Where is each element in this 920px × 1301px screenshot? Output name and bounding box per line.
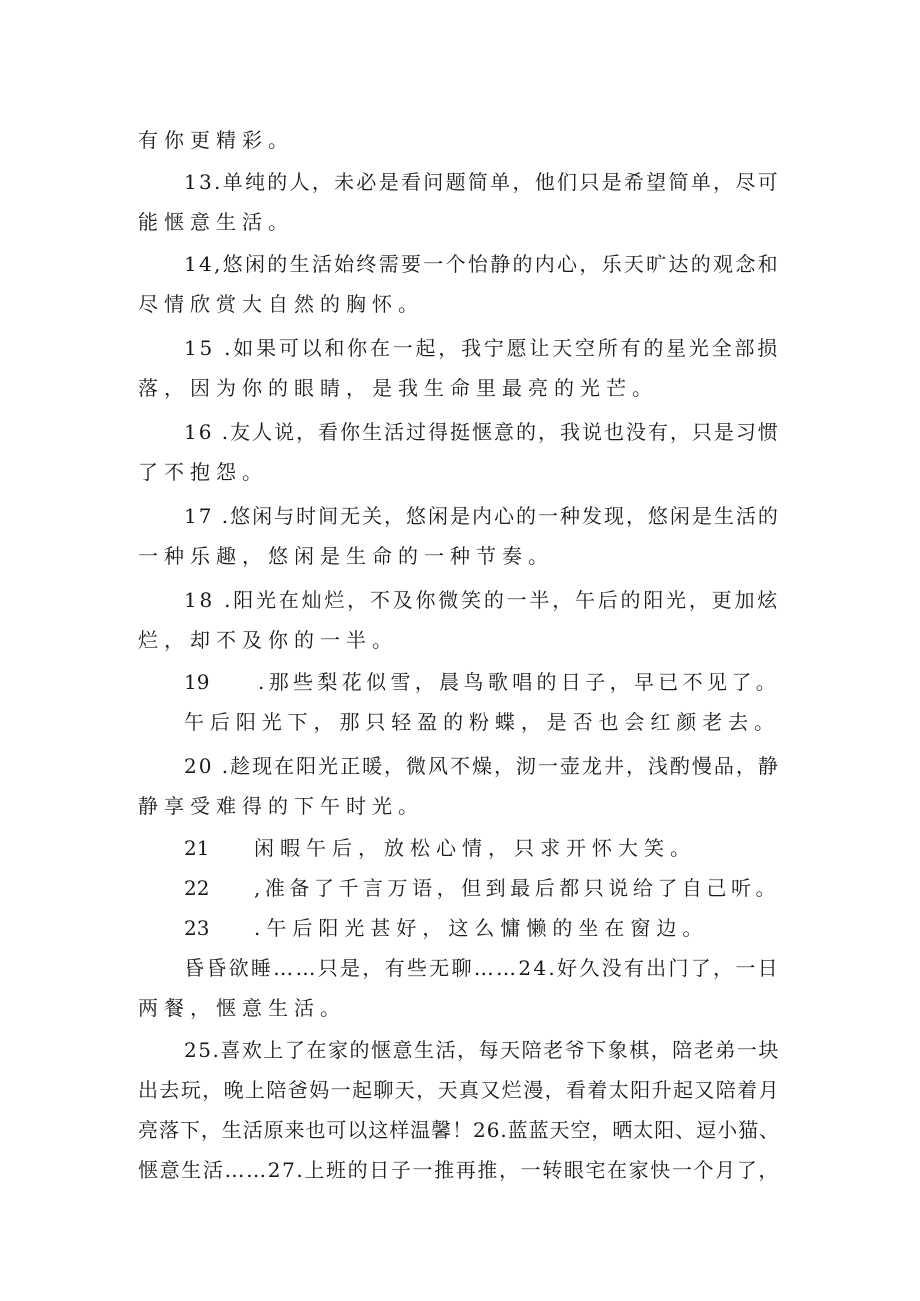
line-text: 一种乐趣，悠闲是生命的一种节奏。 (138, 544, 554, 568)
item-number: 21 (184, 836, 210, 860)
text-line (0, 458, 920, 486)
text-line (0, 418, 920, 446)
text-line (0, 374, 920, 402)
text-line (0, 792, 920, 820)
text-line (0, 586, 920, 614)
line-text: 20 .趁现在阳光正暖，微风不燥，沏一壶龙井，浅酌慢品，静 (184, 754, 780, 778)
line-text: 落，因为你的眼睛，是我生命里最亮的光芒。 (138, 376, 658, 400)
line-text: .午后阳光甚好，这么慵懒的坐在窗边。 (254, 916, 709, 940)
text-line (0, 708, 920, 736)
line-text: 惬意生活……27.上班的日子一推再推，一转眼宅在家快一个月了， (138, 1158, 781, 1182)
text-line (0, 126, 920, 154)
text-line (0, 502, 920, 530)
line-text: 了不抱怨。 (138, 460, 268, 484)
line-text: 昏昏欲睡……只是，有些无聊……24.好久没有出门了，一日 (184, 956, 780, 980)
line-text: 15 .如果可以和你在一起，我宁愿让天空所有的星光全部损 (184, 336, 781, 360)
text-line (0, 954, 920, 982)
text-line (0, 542, 920, 570)
text-line (0, 334, 920, 362)
line-text: 18 .阳光在灿烂，不及你微笑的一半，午后的阳光，更加炫 (184, 588, 781, 612)
text-line (0, 1156, 920, 1184)
line-text: 13.单纯的人，未必是看问题简单，他们只是希望简单，尽可 (184, 170, 780, 194)
text-line (0, 752, 920, 780)
text-line (0, 208, 920, 236)
line-text: 午后阳光下，那只轻盈的粉蝶，是否也会红颜老去。 (184, 710, 780, 734)
text-line (0, 1036, 920, 1064)
text-line (0, 1116, 920, 1144)
line-text: 烂，却不及你的一半。 (138, 628, 398, 652)
line-text: 17 .悠闲与时间无关，悠闲是内心的一种发现，悠闲是生活的 (184, 504, 780, 528)
item-number: 23 (184, 916, 210, 940)
text-line (0, 914, 920, 942)
line-text: 25.喜欢上了在家的惬意生活，每天陪老爷下象棋，陪老弟一块 (184, 1038, 780, 1062)
line-text: 14,悠闲的生活始终需要一个怡静的内心，乐天旷达的观念和 (184, 252, 780, 276)
line-text: 出去玩，晚上陪爸妈一起聊天，天真又烂漫，看着太阳升起又陪着月 (138, 1078, 780, 1102)
line-text: .那些梨花似雪，晨鸟歌唱的日子，早已不见了。 (258, 670, 781, 694)
text-line (0, 1076, 920, 1104)
line-text: 静享受难得的下午时光。 (138, 794, 424, 818)
text-line (0, 668, 920, 696)
text-line (0, 168, 920, 196)
line-text: 尽情欣赏大自然的胸怀。 (138, 292, 424, 316)
text-line (0, 994, 920, 1022)
line-text: ,准备了千言万语，但到最后都只说给了自己听。 (254, 876, 781, 900)
line-text: 闲暇午后，放松心情，只求开怀大笑。 (254, 836, 696, 860)
text-line (0, 834, 920, 862)
line-text: 能惬意生活。 (138, 210, 294, 234)
item-number: 19 (184, 670, 210, 694)
text-line (0, 290, 920, 318)
line-text: 亮落下，生活原来也可以这样温馨！26.蓝蓝天空，晒太阳、逗小猫、 (138, 1118, 780, 1142)
text-line (0, 626, 920, 654)
line-text: 两餐，惬意生活。 (138, 996, 346, 1020)
text-line (0, 250, 920, 278)
text-line (0, 874, 920, 902)
item-number: 22 (184, 876, 210, 900)
line-text: 有你更精彩。 (138, 128, 294, 152)
line-text: 16 .友人说，看你生活过得挺惬意的，我说也没有，只是习惯 (184, 420, 780, 444)
